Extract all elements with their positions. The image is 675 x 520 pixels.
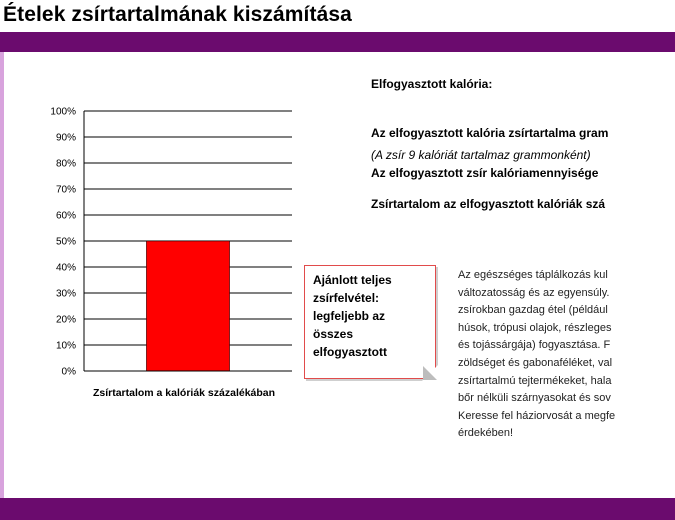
advice-line: húsok, trópusi olajok, részleges [458,321,612,334]
x-axis-label: Zsírtartalom a kalóriák százalékában [92,387,276,399]
advice-line: zsírtartalmú tejtermékeket, hala [458,374,612,387]
y-tick-label: 70% [55,184,76,196]
advice-line: zöldséget és gabonaféléket, val [458,356,613,369]
advice-line: Keresse fel háziorvosát a megfe [458,409,616,422]
fat-calorie-amount-label: Az elfogyasztott zsír kalóriamennyisége [371,166,599,180]
y-tick-label: 60% [55,210,76,222]
advice-line: bőr nélküli szárnyasokat és sov [458,392,611,405]
advice-line: Az egészséges táplálkozás kul [458,269,608,281]
footer-band [0,498,675,520]
fat-percent-chart [0,0,320,420]
callout-line: elfogyasztott [313,345,388,359]
fat-percent-label: Zsírtartalom az elfogyasztott kalóriák szá [371,197,606,211]
recommendation-callout [304,265,436,379]
y-tick-label: 40% [55,262,76,274]
callout-line: zsírfelvétel: [313,291,380,305]
chart-svg [0,0,320,420]
chart-bar [146,241,229,371]
y-tick-label: 0% [61,366,76,378]
y-tick-label: 80% [55,158,76,170]
callout-text [313,271,431,361]
callout-line: legfeljebb az [313,309,386,323]
y-tick-label: 30% [55,288,76,300]
fat-calories-label: Az elfogyasztott kalória zsírtartalma gram [371,126,609,140]
advice-line: érdekében! [458,427,514,440]
advice-line: és tojássárgája) fogyasztása. F [458,339,611,352]
advice-line: változatosság és az egyensúly. [458,286,610,299]
advice-line: zsírokban gazdag étel (például [458,304,608,317]
callout-line: összes [313,327,354,341]
page-title: Ételek zsírtartalmának kiszámítása [3,3,352,26]
y-tick-label: 10% [55,340,76,352]
y-tick-label: 20% [55,314,76,326]
callout-fold-icon [423,366,437,380]
fat-note-label: (A zsír 9 kalóriát tartalmaz grammonként) [371,148,591,162]
y-tick-label: 50% [55,236,76,248]
y-tick-label: 90% [55,132,76,144]
consumed-calories-label: Elfogyasztott kalória: [371,77,493,91]
y-tick-label: 100% [50,106,76,118]
callout-line: Ajánlott teljes [313,273,392,287]
advice-paragraph [458,267,675,443]
